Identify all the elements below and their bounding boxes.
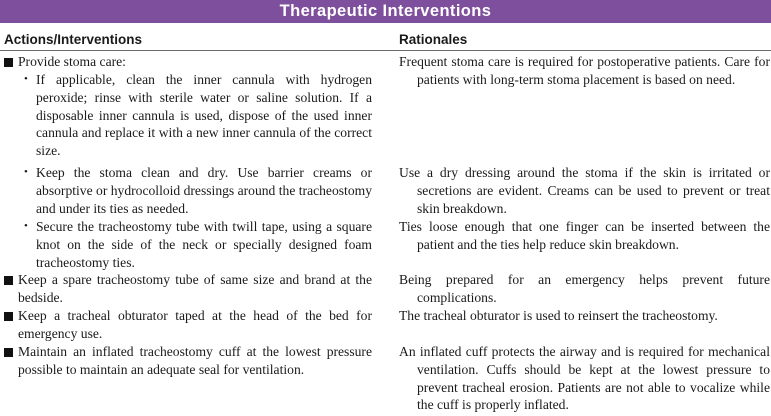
dot-bullet-icon: • — [24, 220, 28, 232]
dot-bullet-icon: • — [24, 166, 28, 178]
table-title: Therapeutic Interventions — [0, 0, 771, 23]
rationales-column-header: Rationales — [399, 32, 468, 47]
square-bullet-icon — [4, 312, 13, 321]
rationale-ties: Ties loose enough that one finger can be inserted between the patient and the ties help reduce skin breakdown. — [399, 219, 770, 252]
action-secure-tube: Secure the tracheostomy tube with twill tape, using a square knot on the side of the neck or specially designed foam tracheostomy ties. — [36, 219, 372, 270]
rationale-stoma-care: Frequent stoma care is required for postoperative patients. Care for patients with long-term stoma placement is based on need. — [399, 54, 770, 87]
action-inflated-cuff: Maintain an inflated tracheostomy cuff at the lowest pressure possible to maintain an adequate seal for ventilation. — [18, 344, 372, 377]
rationale-emergency: Being prepared for an emergency helps prevent future complications. — [399, 272, 770, 305]
action-spare-tube: Keep a spare tracheostomy tube of same size and brand at the bedside. — [18, 272, 372, 305]
actions-column-header: Actions/Interventions — [4, 32, 143, 47]
header-divider — [0, 50, 771, 51]
square-bullet-icon — [4, 348, 13, 357]
rationale-dry-dressing: Use a dry dressing around the stoma if the skin is irritated or secretions are evident. Creams can be used to prevent or treat skin breakdown. — [399, 165, 770, 216]
square-bullet-icon — [4, 58, 13, 67]
square-bullet-icon — [4, 276, 13, 285]
action-keep-stoma-dry: Keep the stoma clean and dry. Use barrier creams or absorptive or hydrocolloid dressings around the tracheostomy and under its ties as needed. — [36, 165, 372, 216]
dot-bullet-icon: • — [24, 73, 28, 85]
action-provide-stoma-care: Provide stoma care: — [18, 54, 126, 69]
action-obturator: Keep a tracheal obturator taped at the head of the bed for emergency use. — [18, 308, 372, 341]
rationale-obturator: The tracheal obturator is used to reinsert the tracheostomy. — [399, 308, 718, 323]
rationale-inflated-cuff: An inflated cuff protects the airway and is required for mechanical ventilation. Cuffs should be kept at the lowest pressure to prevent tracheal erosion. Patients are not able to vocalize while the cuff is properly inflated. — [399, 344, 770, 413]
action-clean-inner-cannula: If applicable, clean the inner cannula with hydrogen peroxide; rinse with sterile water or saline solution. If a disposable inner cannula is used, dispose of the used inner cannula and replace it with a new inner cannula of the correct size. — [36, 72, 372, 159]
